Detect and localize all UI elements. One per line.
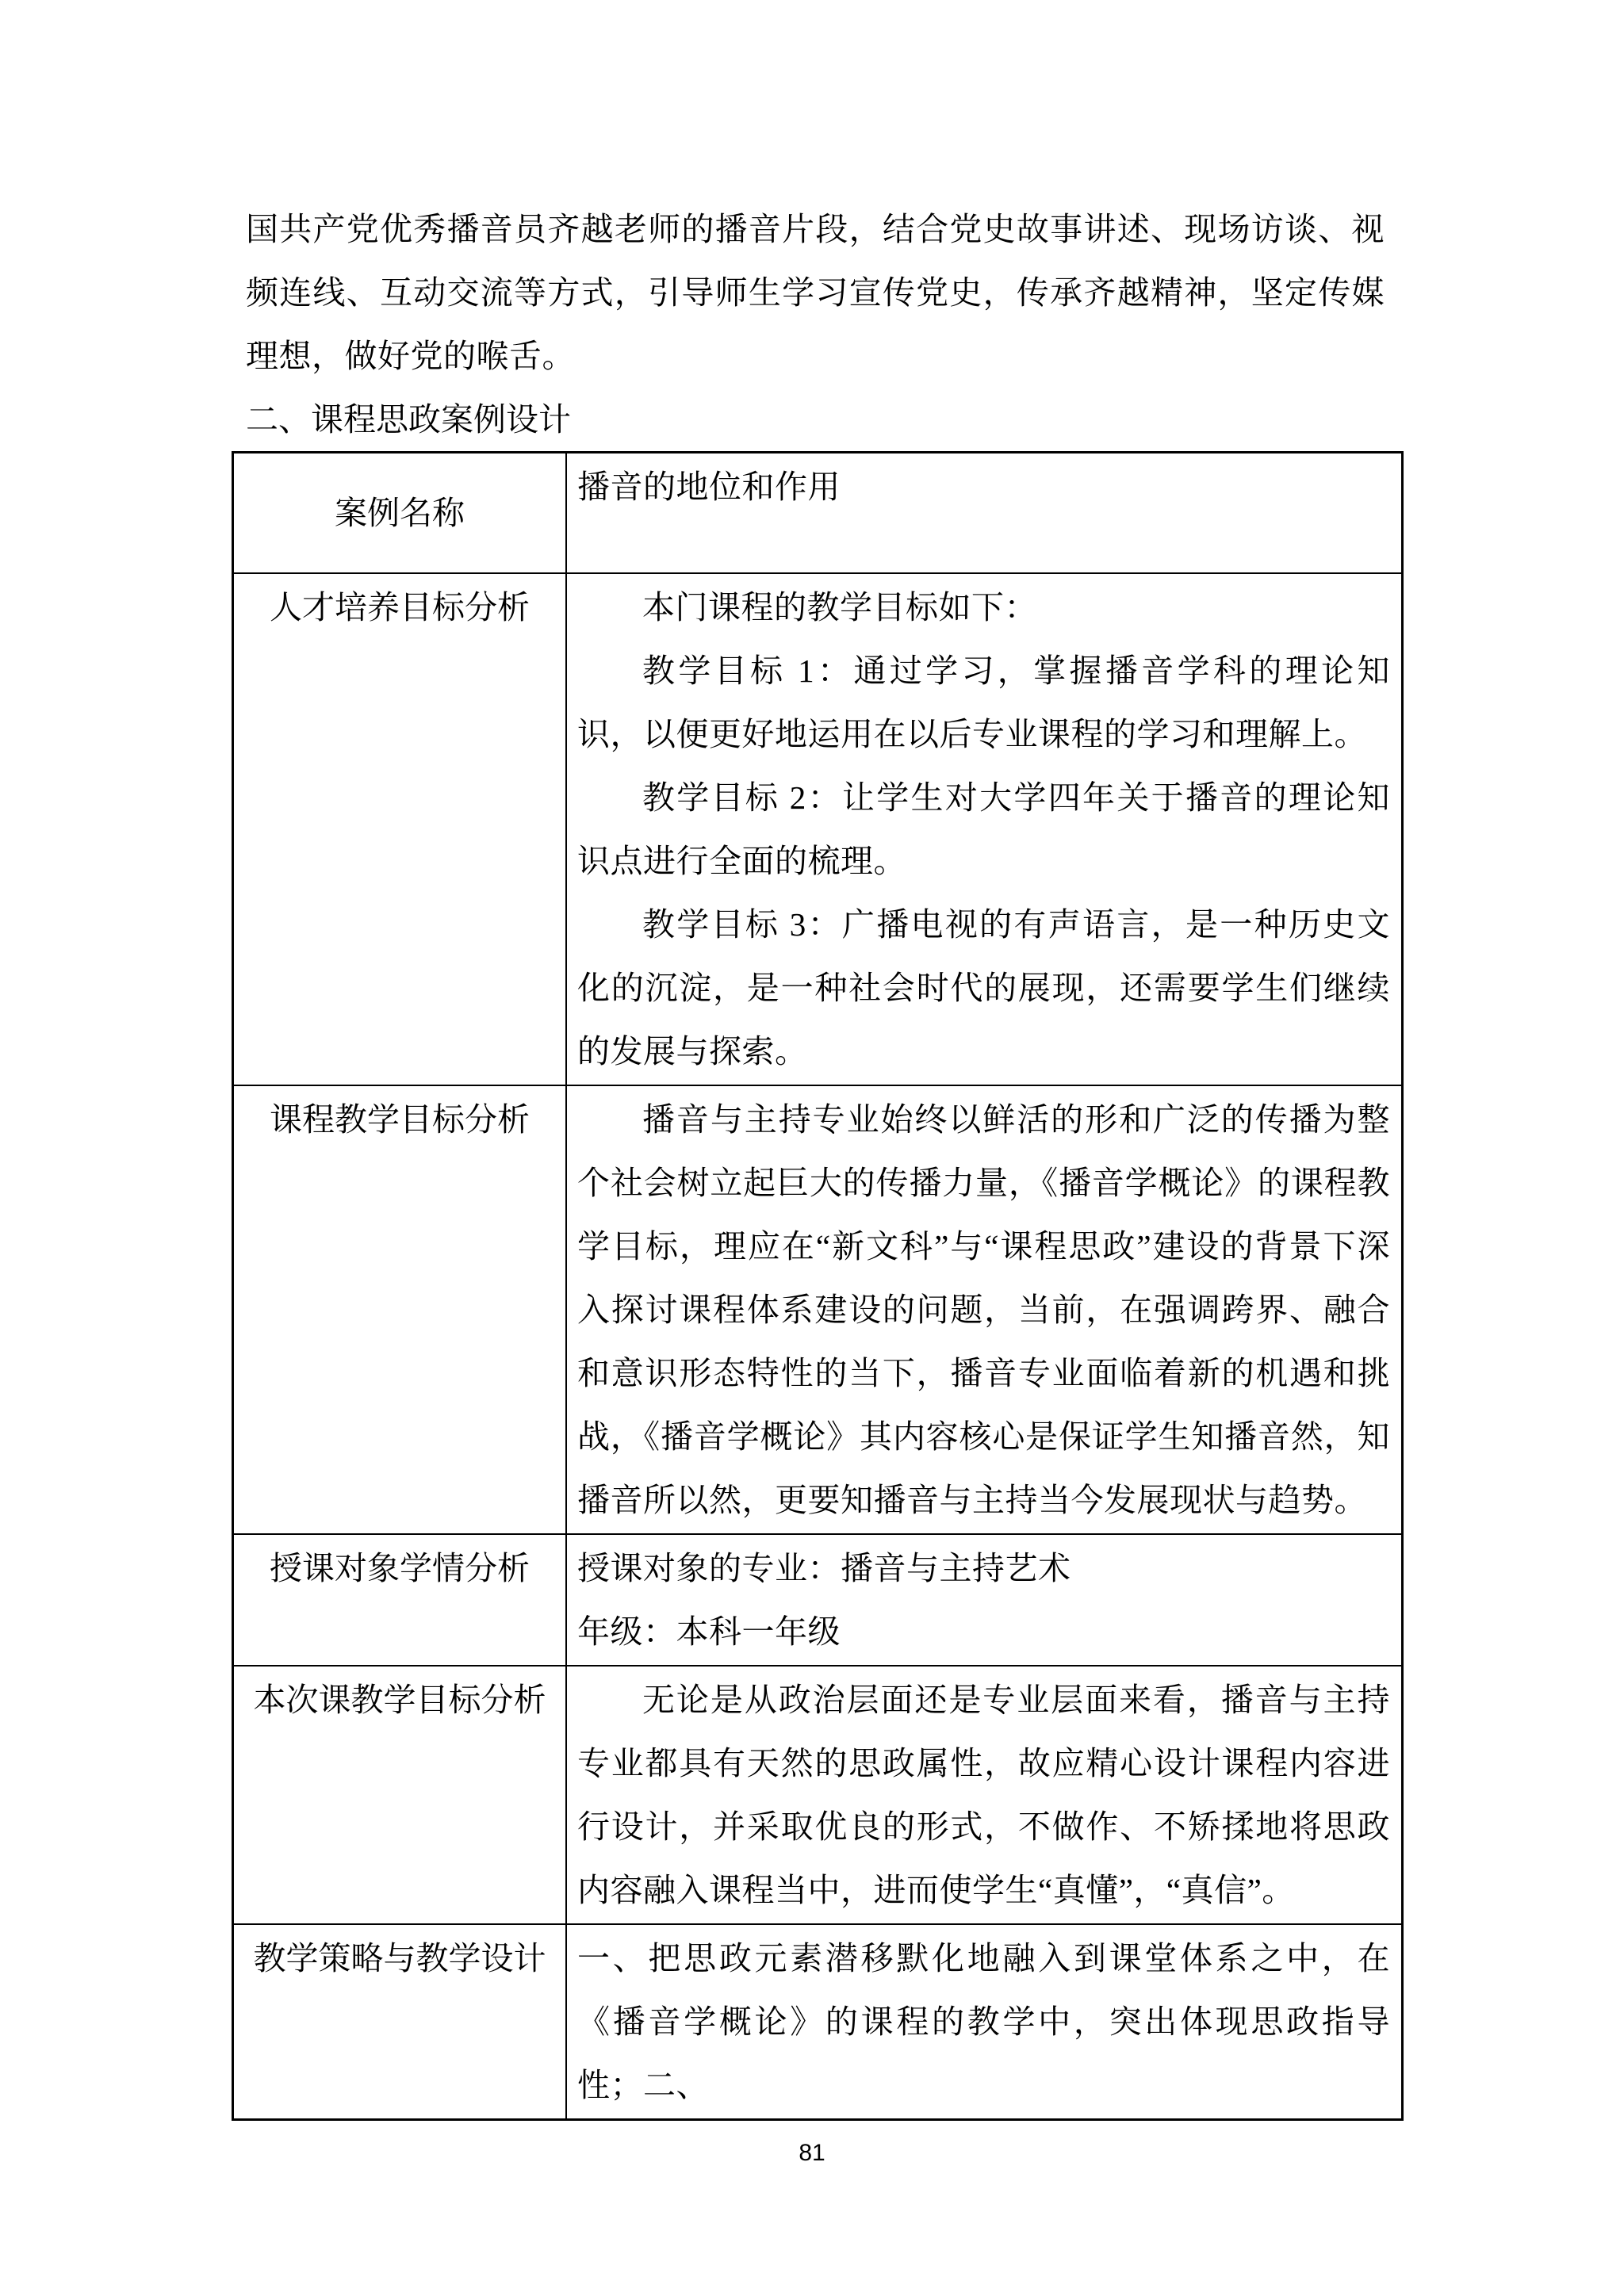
row-label-cell: 教学策略与教学设计 bbox=[233, 1924, 567, 2120]
cell-paragraph: 播音的地位和作用 bbox=[577, 469, 841, 505]
top-text-block bbox=[246, 197, 1385, 388]
cell-paragraph: 教学目标 3：广播电视的有声语言，是一种历史文化的沉淀，是一种社会时代的展现，还需要学生们继续的发展与探索。 bbox=[577, 906, 1390, 1070]
row-content-cell bbox=[566, 1534, 1403, 1666]
page-number: 81 bbox=[799, 2140, 825, 2166]
table-row bbox=[233, 1924, 1403, 2120]
row-label-cell: 课程教学目标分析 bbox=[233, 1085, 567, 1534]
table-row bbox=[233, 1534, 1403, 1666]
row-label-cell: 本次课教学目标分析 bbox=[233, 1666, 567, 1924]
body-paragraph: 国共产党优秀播音员齐越老师的播音片段，结合党史故事讲述、现场访谈、视频连线、互动交流等方式，引导师生学习宣传党史，传承齐越精神，坚定传媒理想，做好党的喉舌。 bbox=[246, 211, 1385, 374]
cell-paragraph: 教学目标 1：通过学习，掌握播音学科的理论知识，以便更好地运用在以后专业课程的学习和理解上。 bbox=[577, 652, 1390, 752]
row-content-cell bbox=[566, 1666, 1403, 1924]
row-label-cell: 人才培养目标分析 bbox=[233, 573, 567, 1085]
cell-paragraph: 一、把思政元素潜移默化地融入到课堂体系之中，在《播音学概论》的课程的教学中，突出体现思政指导性；二、 bbox=[577, 1940, 1390, 2103]
row-content-cell bbox=[566, 1085, 1403, 1534]
row-label-cell: 授课对象学情分析 bbox=[233, 1534, 567, 1666]
table-row bbox=[233, 1666, 1403, 1924]
table-row bbox=[233, 453, 1403, 574]
section-heading: 二、课程思政案例设计 bbox=[246, 401, 571, 438]
row-label-cell: 案例名称 bbox=[233, 453, 567, 574]
table-row bbox=[233, 573, 1403, 1085]
cell-paragraph: 播音与主持专业始终以鲜活的形和广泛的传播为整个社会树立起巨大的传播力量，《播音学概论》的课程教学目标，理应在“新文科”与“课程思政”建设的背景下深入探讨课程体系建设的问题，当前，在强调跨界、融合和意识形态特性的当下，播音专业面临着新的机遇和挑战，《播音学概论》其内容核心是保证学生知播音然，知播音所以然，更要知播音与主持当今发展现状与趋势。 bbox=[577, 1101, 1390, 1518]
row-content-cell bbox=[566, 1924, 1403, 2120]
cell-paragraph: 无论是从政治层面还是专业层面来看，播音与主持专业都具有天然的思政属性，故应精心设计课程内容进行设计，并采取优良的形式，不做作、不矫揉地将思政内容融入课程当中，进而使学生“真懂”，“真信”。 bbox=[577, 1682, 1390, 1908]
cell-paragraph: 教学目标 2：让学生对大学四年关于播音的理论知识点进行全面的梳理。 bbox=[577, 779, 1390, 879]
table-row bbox=[233, 1085, 1403, 1534]
cell-paragraph: 年级：本科一年级 bbox=[577, 1613, 841, 1650]
cell-paragraph: 本门课程的教学目标如下： bbox=[642, 589, 1037, 626]
cell-paragraph: 授课对象的专业：播音与主持艺术 bbox=[577, 1550, 1071, 1586]
case-design-table bbox=[232, 451, 1404, 2121]
row-content-cell bbox=[566, 573, 1403, 1085]
row-content-cell bbox=[566, 453, 1403, 574]
